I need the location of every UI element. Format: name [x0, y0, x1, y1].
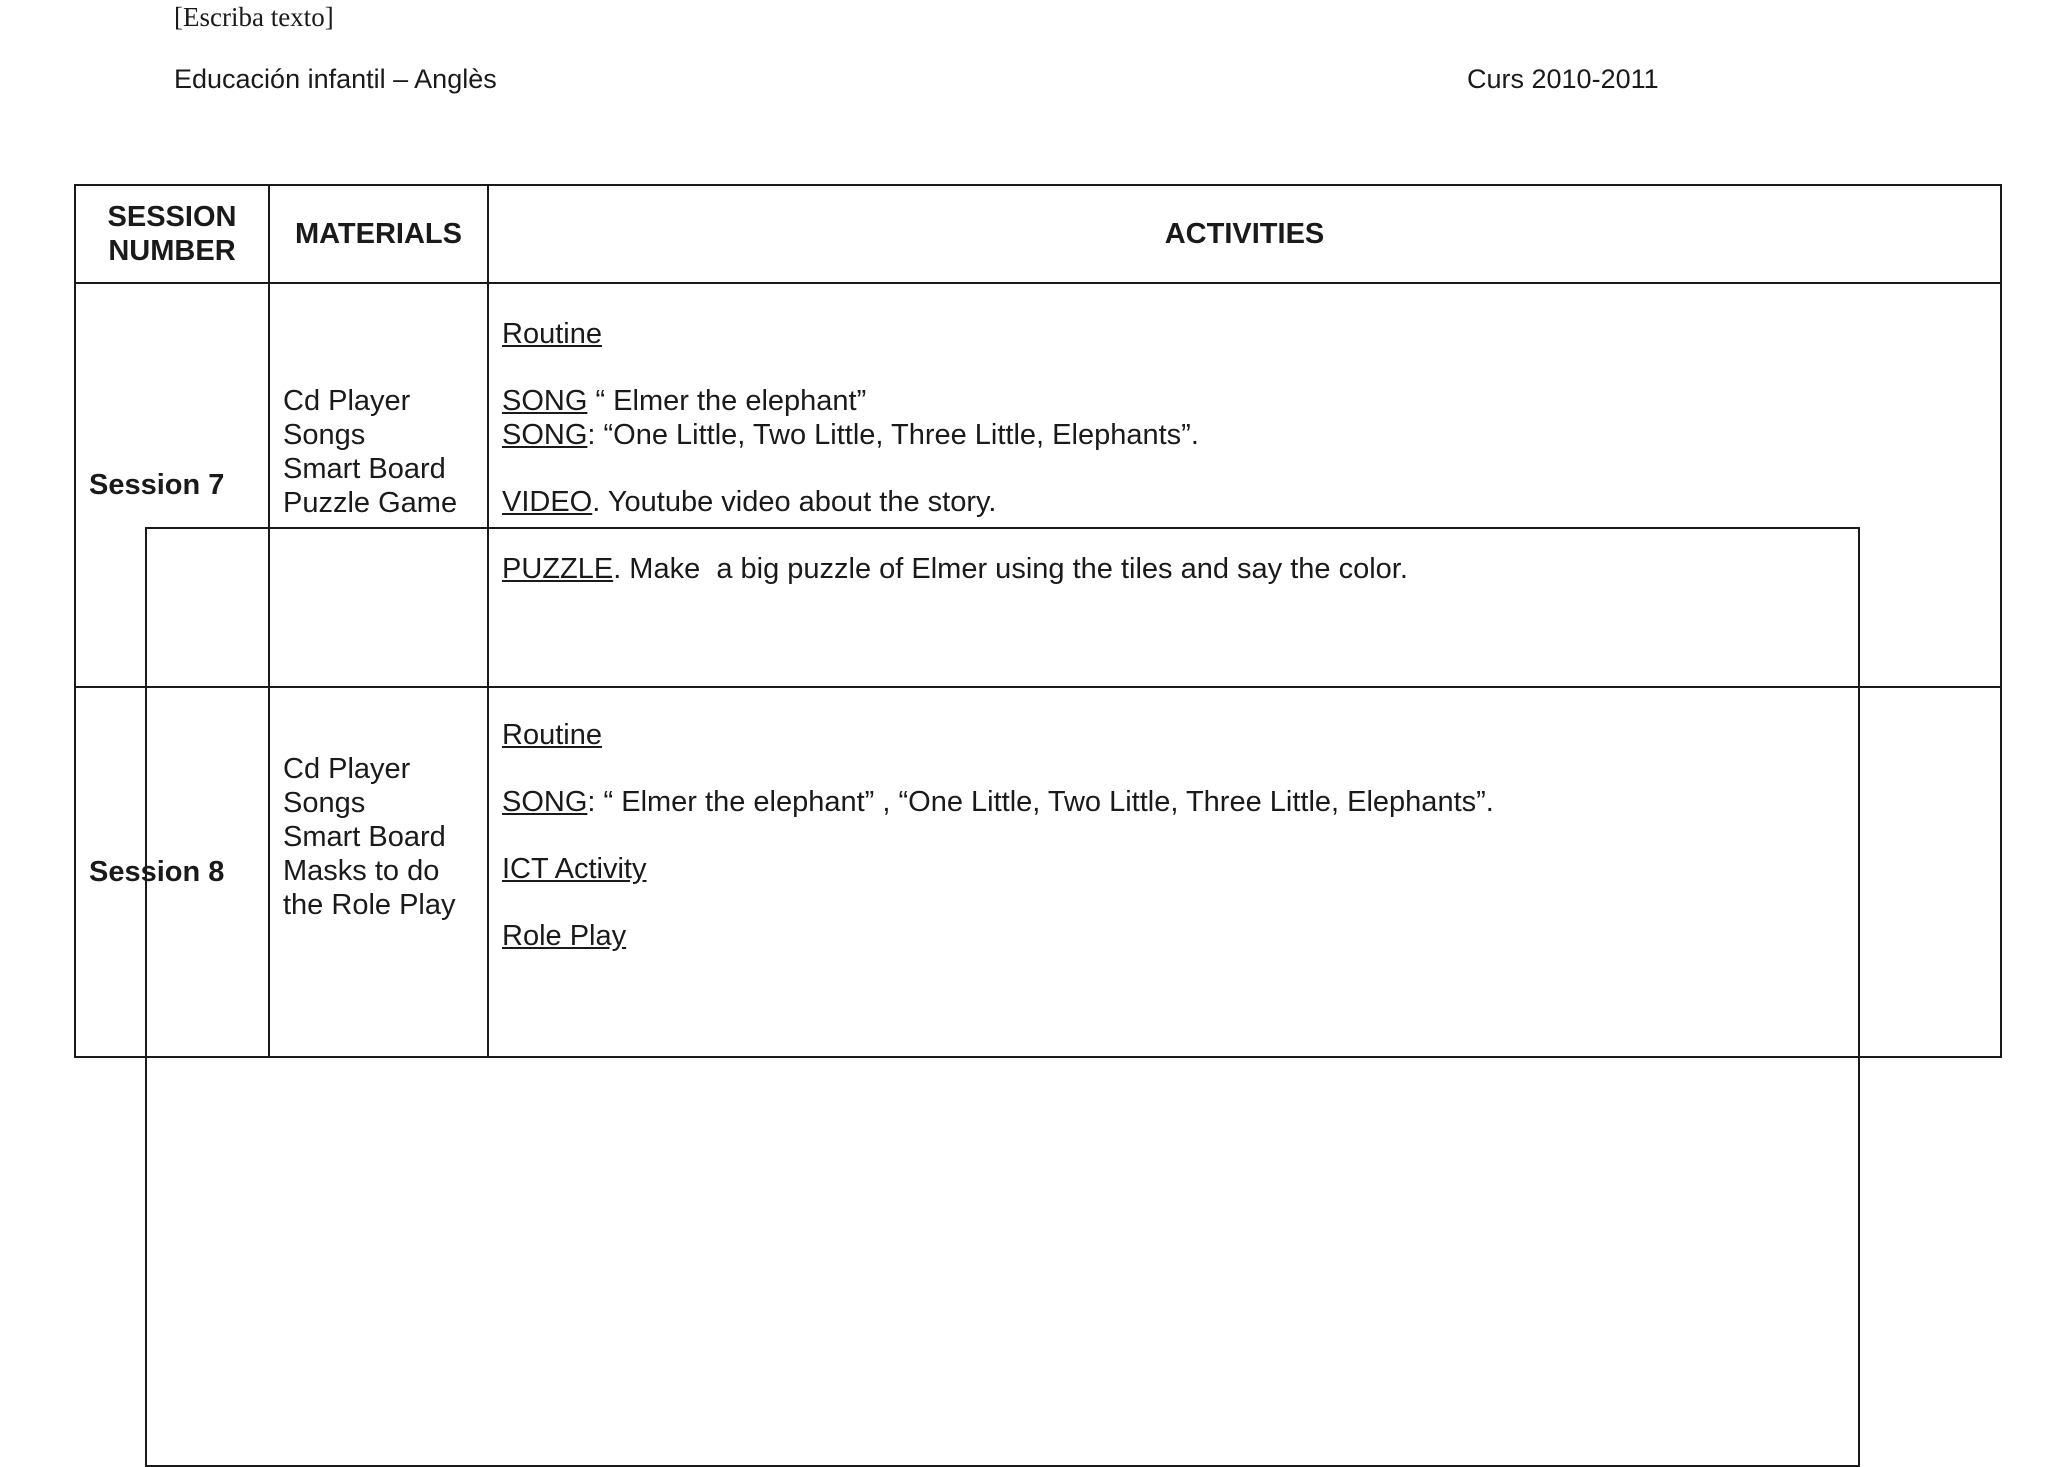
activity-routine: Routine — [502, 318, 602, 350]
materials-cell — [269, 687, 488, 1057]
material-item: Puzzle Game — [283, 487, 458, 519]
header-placeholder-text: [Escriba texto] — [174, 2, 334, 32]
table-row — [75, 283, 2001, 687]
header-session-number: SESSION NUMBER — [75, 185, 269, 283]
activity-video-label: VIDEO — [502, 486, 593, 518]
material-item: the Role Play — [283, 889, 456, 921]
materials-cell — [269, 283, 488, 687]
session-number-cell: Session 7 — [75, 283, 269, 687]
material-item: Cd Player — [283, 385, 411, 417]
activity-song-text: : “ Elmer the elephant” , “One Little, Two Little, Three Little, Elephants”. — [587, 786, 1494, 818]
header-materials: MATERIALS — [269, 185, 488, 283]
material-item: Songs — [283, 419, 366, 451]
activity-song-label: SONG — [502, 419, 588, 451]
activity-song-text: “ Elmer the elephant” — [587, 385, 867, 417]
material-item: Cd Player — [283, 753, 411, 785]
table-row — [75, 687, 2001, 1057]
activities-cell — [488, 283, 2001, 687]
document-subject: Educación infantil – Anglès — [174, 64, 497, 94]
header-activities: ACTIVITIES — [488, 185, 2001, 283]
material-item: Masks to do — [283, 855, 440, 887]
activity-song-label: SONG — [502, 786, 588, 818]
document-course-year: Curs 2010-2011 — [1467, 64, 1659, 94]
activity-song-text: : “One Little, Two Little, Three Little, Elephants”. — [587, 419, 1199, 451]
activity-video-text: . Youtube video about the story. — [592, 486, 997, 518]
material-item: Smart Board — [283, 453, 446, 485]
activity-song-label: SONG — [502, 385, 588, 417]
session-number-cell: Session 8 — [75, 687, 269, 1057]
activity-routine: Routine — [502, 719, 602, 751]
material-item: Smart Board — [283, 821, 446, 853]
activity-puzzle-text: . Make a big puzzle of Elmer using the tiles and say the color. — [613, 553, 1408, 585]
table-header-row — [75, 185, 2001, 283]
activity-puzzle-label: PUZZLE — [502, 553, 614, 585]
material-item: Songs — [283, 787, 366, 819]
activity-ict: ICT Activity — [502, 853, 647, 885]
activities-cell — [488, 687, 2001, 1057]
session-plan-table — [74, 184, 2002, 1058]
activity-role-play: Role Play — [502, 920, 627, 952]
